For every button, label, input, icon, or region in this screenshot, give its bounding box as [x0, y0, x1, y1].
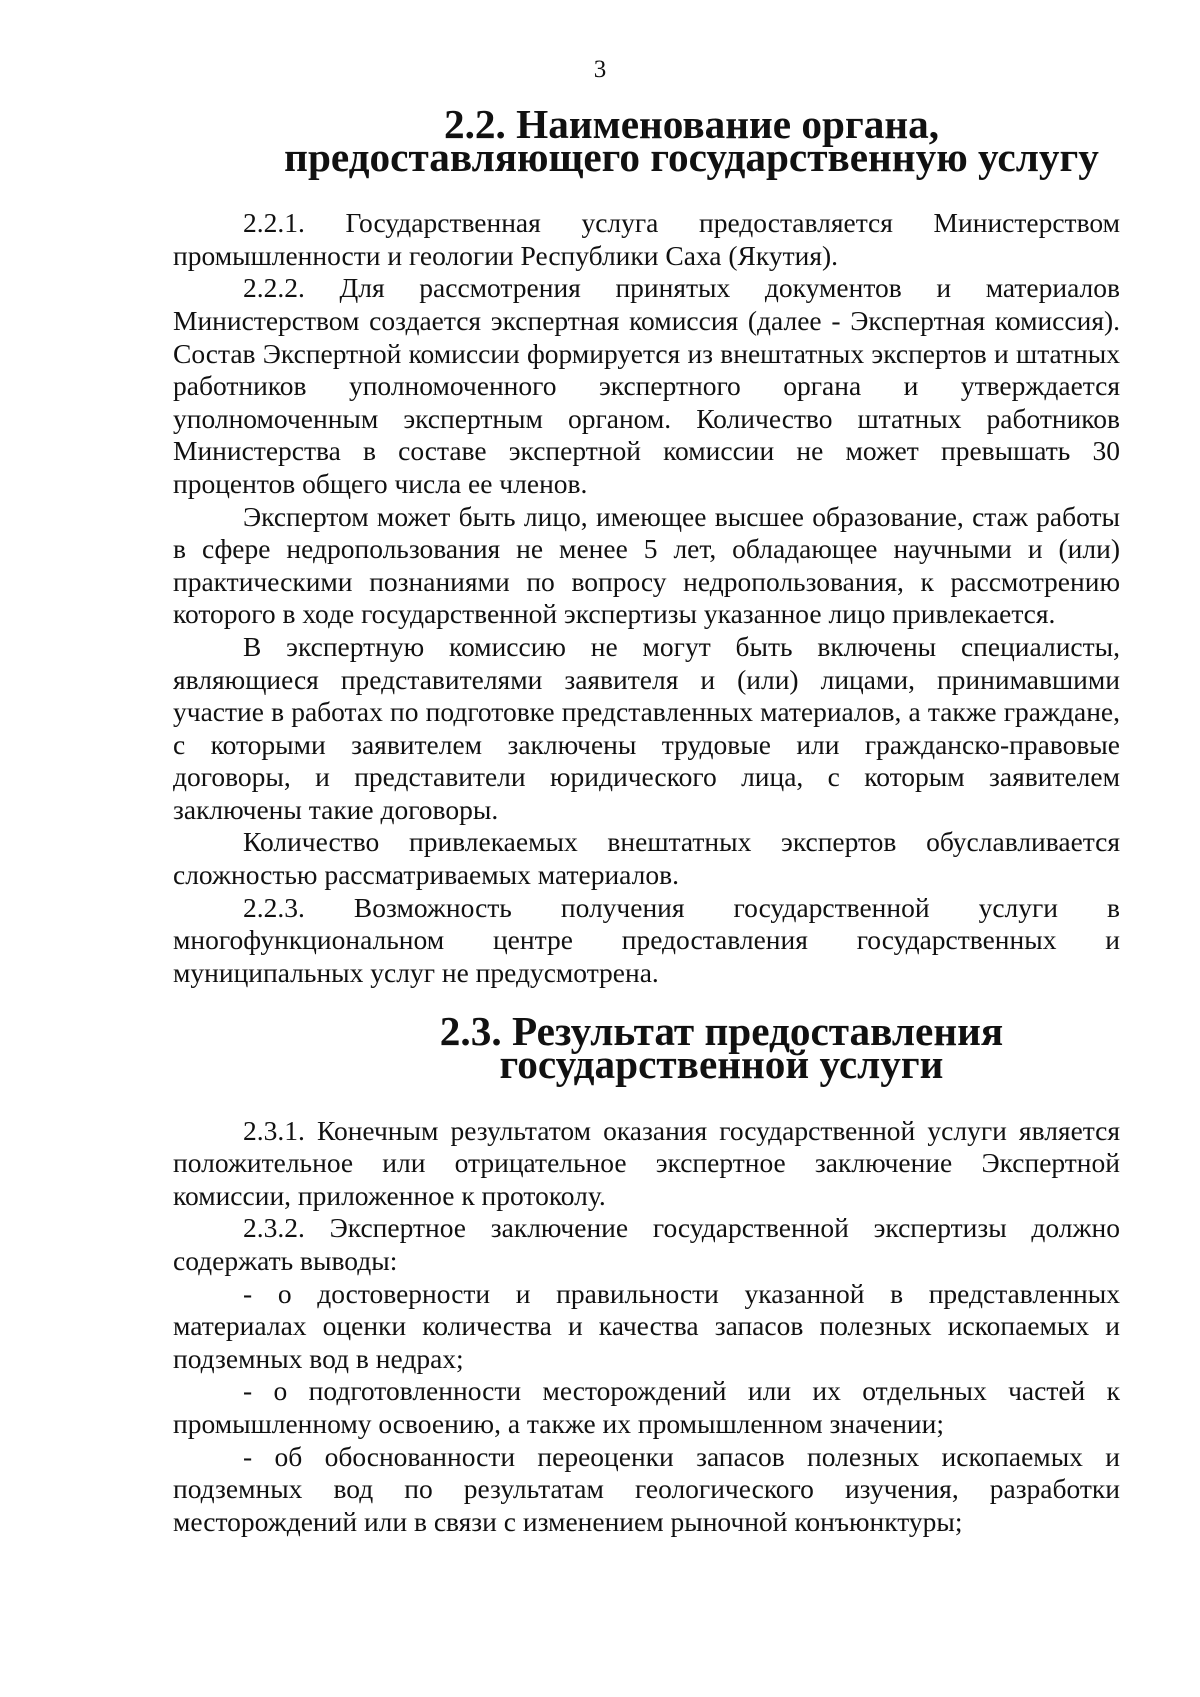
list-item-deposit-readiness: - о подготовленности месторождений или их отдельных частей к промышленному освоению, а также их промышленном значении; — [173, 1375, 1120, 1439]
paragraph-2-3-1: 2.3.1. Конечным результатом оказания государственной услуги является положительное или отрицательное экспертное заключение Экспертной комиссии, приложенное к протоколу. — [173, 1114, 1120, 1211]
page-number: 3 — [593, 56, 607, 83]
section-2-2-body — [173, 207, 1120, 989]
paragraph-2-2-3: 2.2.3. Возможность получения государственной услуги в многофункциональном центре предоставления государственных и муниципальных услуг не предусмотрена. — [173, 891, 1120, 988]
list-item-reserves-reliability: - о достоверности и правильности указанной в представленных материалах оценки количества и качества запасов полезных ископаемых и подземных вод в недрах; — [173, 1277, 1120, 1374]
paragraph-2-2-2: 2.2.2. Для рассмотрения принятых документов и материалов Министерством создается экспертная комиссия (далее - Экспертная комиссия). Состав Экспертной комиссии формируется из внештатных экспертов и штатных работников уполномоченного экспертного органа и утверждается уполномоченным экспертным органом. Количество штатных работников Министерства в составе экспертной комиссии не может превышать 30 процентов общего числа ее членов. — [173, 272, 1120, 499]
section-2-3-body — [173, 1115, 1120, 1539]
section-heading-2-3: 2.3. Результат предоставления государственной услуги — [439, 1008, 1004, 1088]
paragraph-2-3-2: 2.3.2. Экспертное заключение государственной экспертизы должно содержать выводы: — [173, 1212, 1120, 1276]
paragraph-expert-qualification: Экспертом может быть лицо, имеющее высшее образование, стаж работы в сфере недропользования не менее 5 лет, обладающее научными и (или) практическими познаниями по вопросу недропользования, к рассмотрению которого в ходе государственной экспертизы указанное лицо привлекается. — [173, 500, 1120, 630]
paragraph-expert-count: Количество привлекаемых внештатных экспертов обуславливается сложностью рассматриваемых материалов. — [173, 826, 1120, 891]
document-body — [173, 101, 1120, 1538]
paragraph-2-2-1: 2.2.1. Государственная услуга предоставляется Министерством промышленности и геологии Республики Саха (Якутия). — [173, 207, 1120, 271]
paragraph-commission-exclusions: В экспертную комиссию не могут быть включены специалисты, являющиеся представителями заявителя и (или) лицами, принимавшими участие в работах по подготовке представленных материалов, а также граждане, с которыми заявителем заключены трудовые или гражданско-правовые договоры, и представители юридического лица, с которым заявителем заключены такие договоры. — [173, 630, 1120, 825]
section-heading-2-2: 2.2. Наименование органа, предоставляющего государственную услугу — [284, 101, 1099, 180]
list-item-reserves-revaluation: - об обоснованности переоценки запасов полезных ископаемых и подземных вод по результатам геологического изучения, разработки месторождений или в связи с изменением рыночной конъюнктуры; — [173, 1440, 1120, 1537]
